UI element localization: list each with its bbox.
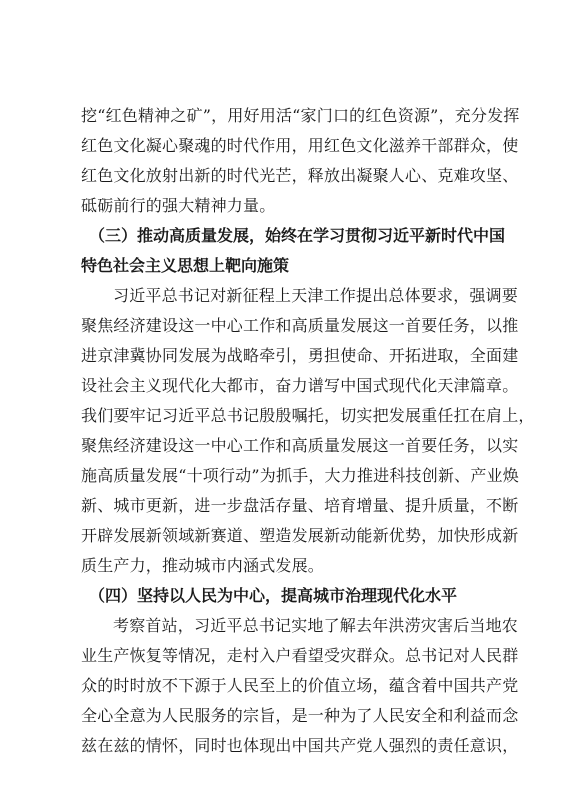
section-heading: （四）坚持以人民为中心，提高城市治理现代化水平 [89,586,458,605]
body-text-line: 红色文化放射出新的时代光芒，释放出凝聚人心、克难攻坚、 [81,166,519,185]
body-text-line: 挖“红色精神之矿”，用好用活“家门口的红色资源”，充分发挥 [81,106,520,125]
body-text-line: 新、城市更新，进一步盘活存量、培育增量、提升质量，不断 [81,496,519,515]
body-text-line: 施高质量发展“十项行动”为抓手，大力推进科技创新、产业焕 [81,466,519,485]
body-text-line: 兹在兹的情怀，同时也体现出中国共产党人强烈的责任意识， [81,736,519,755]
body-text-line: 聚焦经济建设这一中心工作和高质量发展这一首要任务，以推 [81,316,519,335]
body-text-line: 聚焦经济建设这一中心工作和高质量发展这一首要任务，以实 [81,436,519,455]
body-text-line: 进京津冀协同发展为战略牵引，勇担使命、开拓进取，全面建 [81,346,519,365]
body-text-line: 众的时时放不下源于人民至上的价值立场，蕴含着中国共产党 [81,676,519,695]
body-text-line: 开辟发展新领域新赛道、塑造发展新动能新优势，加快形成新 [81,526,519,545]
body-text-line: 习近平总书记对新征程上天津工作提出总体要求，强调要 [113,286,519,305]
body-text-line: 业生产恢复等情况，走村入户看望受灾群众。总书记对人民群 [81,646,519,665]
body-text-line: 红色文化凝心聚魂的时代作用，用红色文化滋养干部群众，使 [81,136,519,155]
body-text-line: 考察首站，习近平总书记实地了解去年洪涝灾害后当地农 [113,616,519,635]
section-heading: 特色社会主义思想上靶向施策 [81,256,290,275]
body-text-line: 全心全意为人民服务的宗旨，是一种为了人民安全和利益而念 [81,706,519,725]
section-heading: （三）推动高质量发展，始终在学习贯彻习近平新时代中国 [89,226,506,245]
body-text-line: 砥砺前行的强大精神力量。 [81,196,276,215]
body-text-line: 设社会主义现代化大都市，奋力谱写中国式现代化天津篇章。 [81,376,519,395]
body-text-line: 质生产力，推动城市内涵式发展。 [81,556,325,575]
body-text-line: 我们要牢记习近平总书记殷殷嘱托，切实把发展重任扛在肩上， [81,406,535,425]
